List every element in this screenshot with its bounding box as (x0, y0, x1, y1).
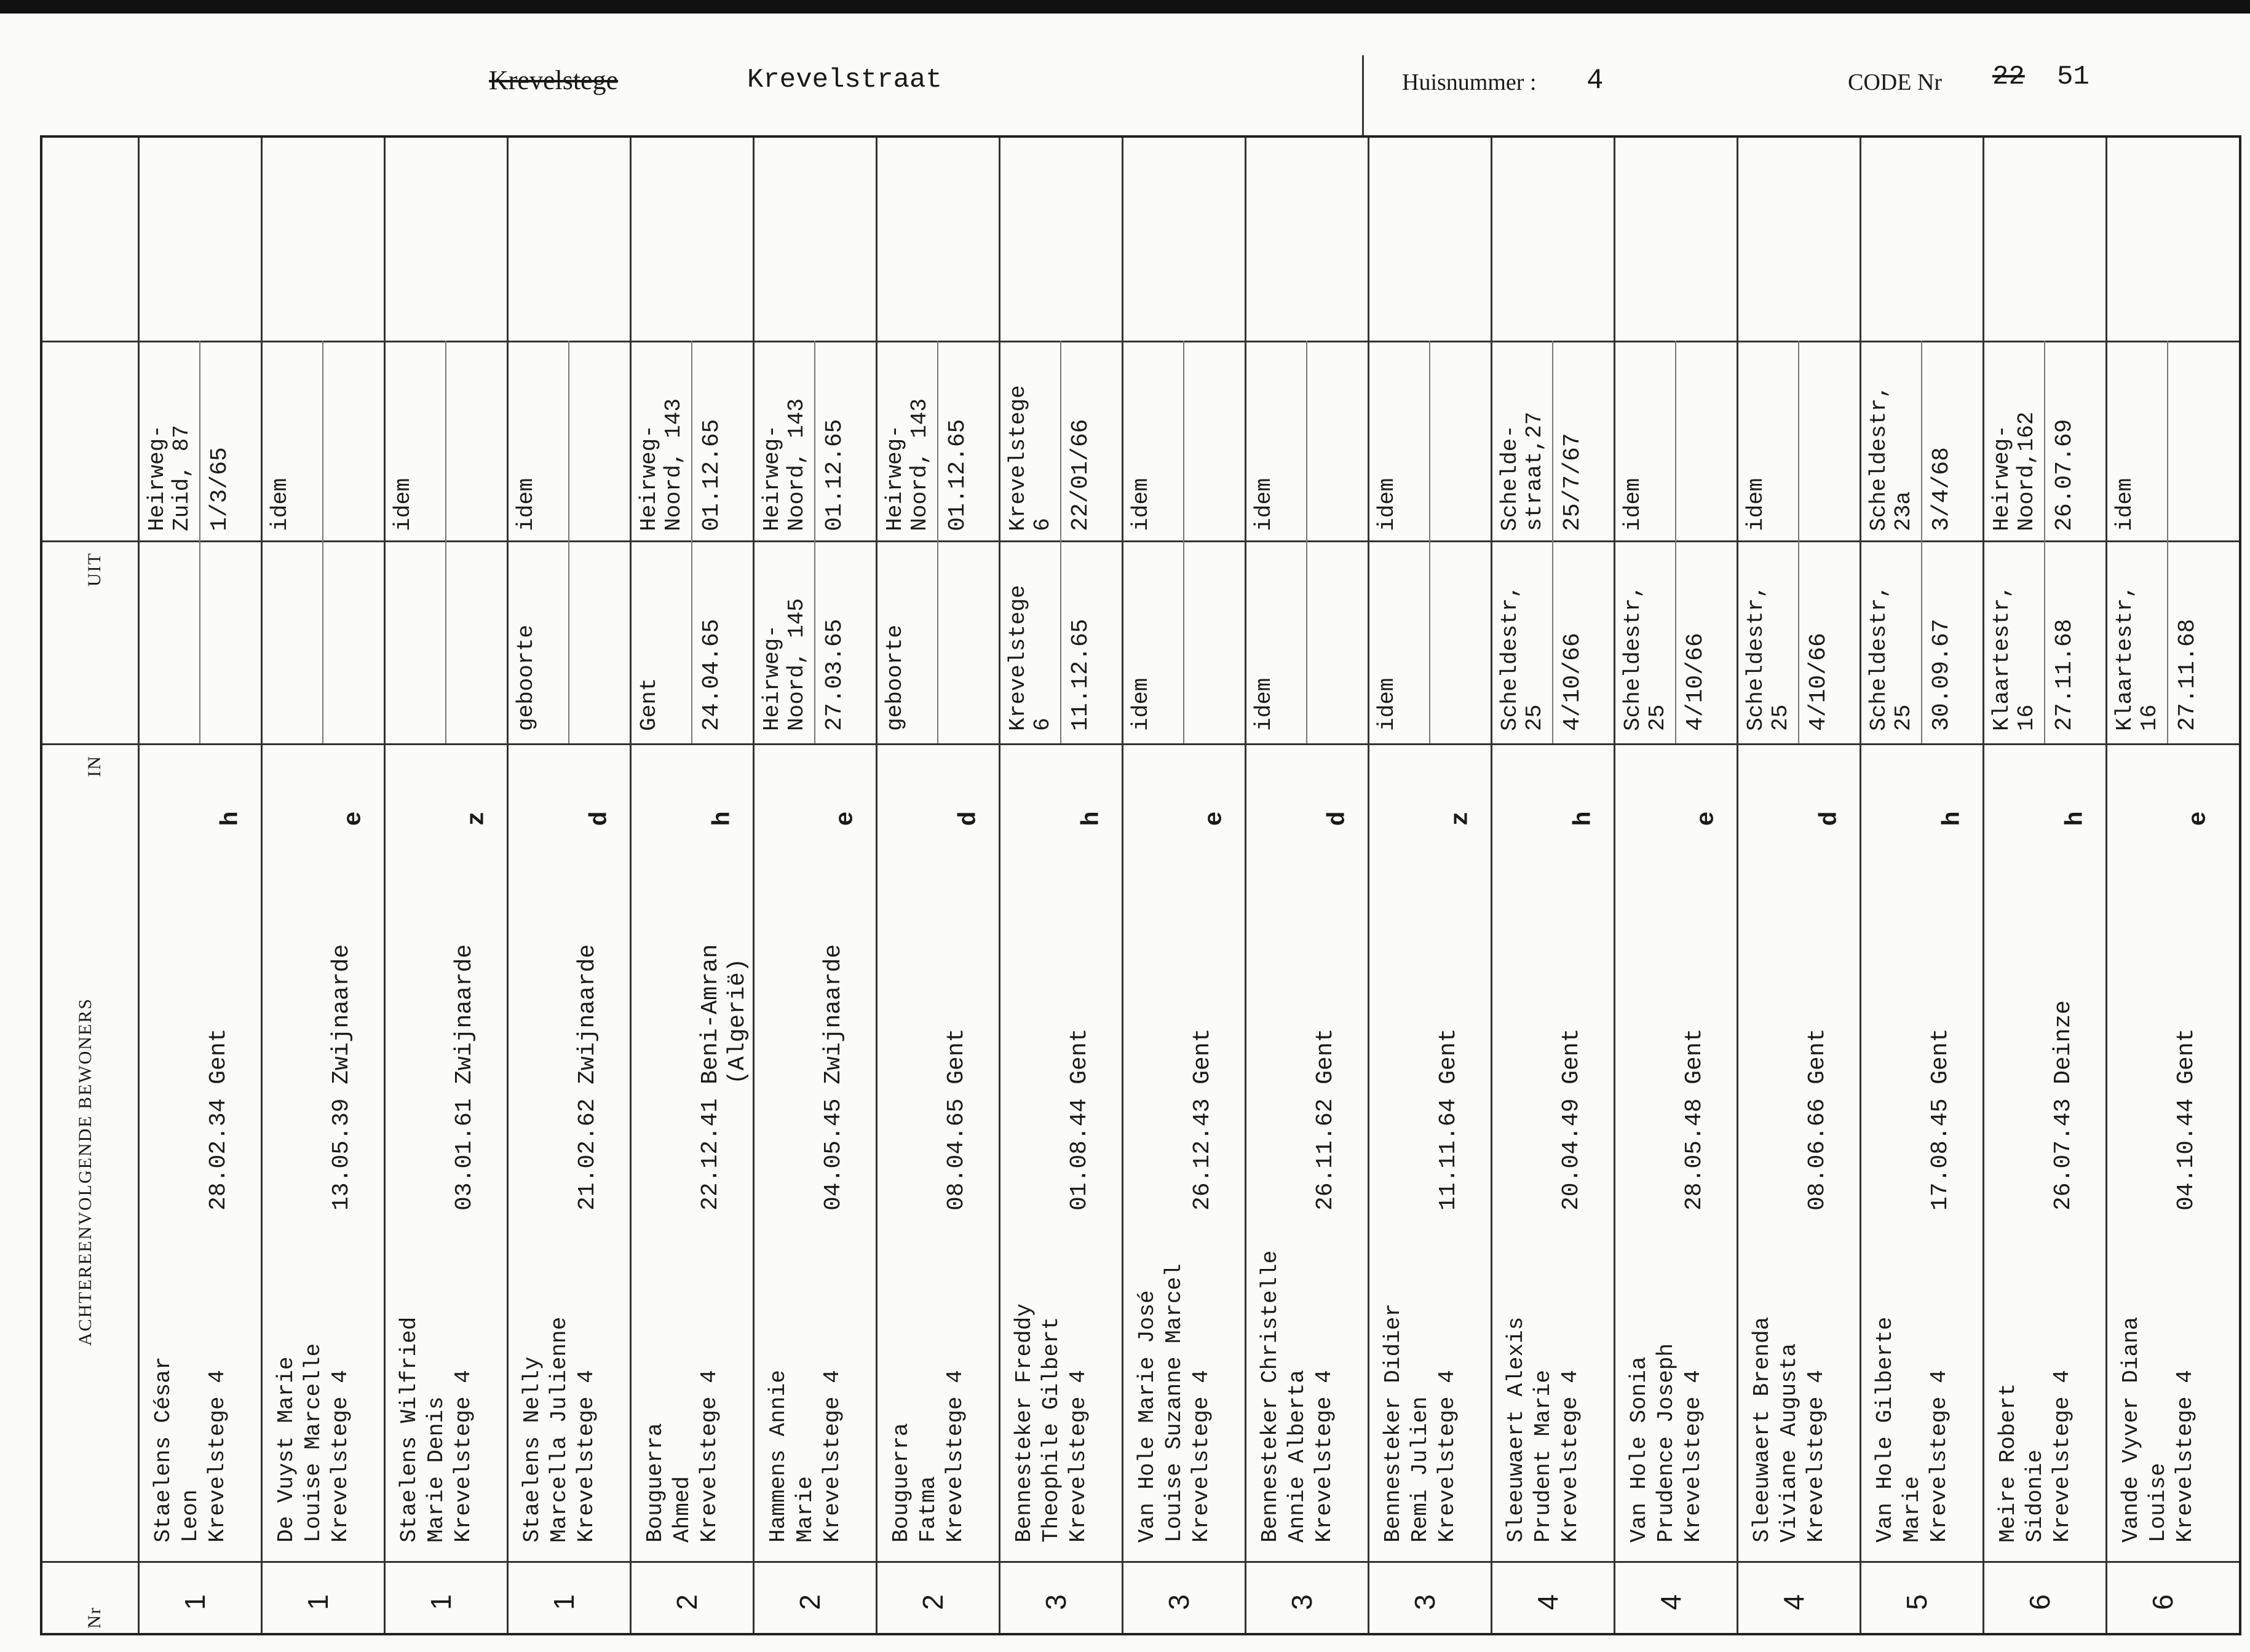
uit-date: 01.12.65 (699, 419, 725, 531)
in-place: Klaartestr, 16 (2112, 585, 2162, 731)
uit-place: Heirweg- Noord,162 (1989, 411, 2039, 531)
row-number: 2 (916, 1594, 949, 1610)
row-number: 6 (2023, 1594, 2056, 1610)
in-place: Scheldestr, 25 (1743, 585, 1793, 731)
scan-top-edge (0, 0, 2250, 14)
birth-info: 01.08.44 Gent (1066, 1028, 1093, 1211)
nr-band-top-line (42, 1561, 2239, 1563)
resident-name: Bennesteker Christelle Annie Alberta Krevelstege 4 (1258, 1250, 1337, 1543)
row-number: 4 (1777, 1594, 1810, 1610)
uit-place: Heirweg- Noord, 143 (882, 398, 932, 531)
row-divider (1860, 138, 1861, 1633)
birth-info: 28.02.34 Gent (205, 1028, 232, 1211)
row-divider (630, 138, 632, 1633)
row-number: 6 (2146, 1594, 2179, 1610)
uit-place: idem (1251, 478, 1277, 531)
cell-subdivider (1921, 341, 1922, 743)
street-name-new: Krevelstraat (747, 65, 942, 95)
row-divider (138, 138, 140, 1633)
resident-name: Van Hole Marie José Louise Suzanne Marcel Krevelstege 4 (1135, 1263, 1214, 1543)
resident-name: Vande Vyver Diana Louise Krevelstege 4 (2118, 1316, 2198, 1543)
uit-place: idem (390, 478, 416, 531)
resident-name: Bouguerra Ahmed Krevelstege 4 (643, 1370, 722, 1543)
row-divider (999, 138, 1000, 1633)
cell-subdivider (322, 341, 323, 743)
in-date: 4/10/66 (1682, 633, 1709, 731)
row-divider (2105, 138, 2107, 1633)
in-place: Heirweg- Noord, 145 (759, 598, 809, 731)
residents-table (40, 135, 2241, 1635)
birth-info: 26.07.43 Deinze (2050, 1000, 2077, 1211)
gender-mark: e (1201, 811, 1229, 826)
in-date: 27.11.68 (2174, 619, 2201, 731)
cell-subdivider (1429, 341, 1430, 743)
birth-info: 11.11.64 Gent (1435, 1028, 1462, 1211)
row-divider (1122, 138, 1123, 1633)
row-divider (384, 138, 386, 1633)
row-divider (1614, 138, 1615, 1633)
birth-info: 04.10.44 Gent (2173, 1028, 2200, 1211)
in-place: geboorte (513, 625, 539, 731)
resident-name: Hammens Annie Marie Krevelstege 4 (766, 1370, 845, 1543)
resident-name: Van Hole Sonia Prudence Joseph Krevelstege 4 (1626, 1343, 1706, 1543)
row-divider (1737, 138, 1738, 1633)
gender-mark: d (1816, 811, 1844, 826)
gender-mark: d (1324, 811, 1352, 826)
in-place: Scheldestr, 25 (1620, 585, 1670, 731)
huisnummer-label: Huisnummer : (1402, 69, 1537, 95)
cell-subdivider (937, 341, 938, 743)
cell-subdivider (1552, 341, 1553, 743)
in-date: 27.11.68 (2051, 619, 2078, 731)
uit-place: idem (2112, 478, 2137, 531)
row-number: 3 (1408, 1594, 1441, 1610)
uit-place: idem (267, 478, 293, 531)
code-old: 22 (1992, 61, 2025, 92)
row-divider (1368, 138, 1369, 1633)
cell-subdivider (691, 341, 692, 743)
row-number: 1 (424, 1594, 457, 1610)
in-place: idem (1128, 678, 1154, 731)
gender-mark: z (1447, 811, 1475, 826)
row-number: 3 (1162, 1594, 1195, 1610)
gender-mark: e (2185, 811, 2213, 826)
gender-mark: h (709, 811, 737, 826)
resident-name: Sleeuwaert Alexis Prudent Marie Krevelstege 4 (1503, 1316, 1583, 1543)
row-divider (1983, 138, 1984, 1633)
birth-info: 20.04.49 Gent (1558, 1028, 1585, 1211)
cell-subdivider (1060, 341, 1061, 743)
row-divider (507, 138, 509, 1633)
row-number: 1 (178, 1594, 211, 1610)
resident-name: Staelens Nelly Marcella Julienne Krevelstege 4 (520, 1316, 599, 1543)
row-divider (261, 138, 263, 1633)
cell-subdivider (2167, 341, 2168, 743)
code-new: 51 (2057, 61, 2090, 92)
uit-place: Heirweg- Zuid, 87 (145, 425, 194, 531)
resident-name: Bouguerra Fatma Krevelstege 4 (889, 1370, 968, 1543)
birth-info: 28.05.48 Gent (1681, 1028, 1708, 1211)
uit-place: idem (513, 478, 539, 531)
resident-name: Meire Robert Sidonie Krevelstege 4 (1995, 1370, 2075, 1543)
gender-mark: e (832, 811, 860, 826)
resident-name: Van Hole Gilberte Marie Krevelstege 4 (1872, 1316, 1952, 1543)
gender-mark: h (1939, 811, 1967, 826)
uit-place: idem (1374, 478, 1400, 531)
col-label-nr: Nr (84, 1607, 105, 1629)
cell-subdivider (814, 341, 815, 743)
row-divider (753, 138, 755, 1633)
cell-subdivider (1798, 341, 1799, 743)
uit-place: idem (1743, 478, 1769, 531)
gender-mark: h (217, 811, 245, 826)
row-number: 5 (1900, 1594, 1933, 1610)
row-number: 1 (547, 1594, 580, 1610)
birth-info: 04.05.45 Zwijnaarde (820, 944, 847, 1211)
in-place: Scheldestr, 25 (1866, 585, 1916, 731)
birth-info: 08.04.65 Gent (943, 1028, 970, 1211)
row-divider (1491, 138, 1492, 1633)
resident-name: Bennesteker Freddy Theophile Gilbert Krevelstege 4 (1012, 1303, 1091, 1543)
code-label: CODE Nr (1848, 69, 1943, 95)
row-number: 3 (1285, 1594, 1318, 1610)
resident-name: Staelens César Leon Krevelstege 4 (151, 1356, 230, 1543)
cell-subdivider (1306, 341, 1307, 743)
row-divider (1245, 138, 1246, 1633)
uit-place: Scheldestr, 23a (1866, 385, 1916, 531)
gender-mark: h (1078, 811, 1106, 826)
gender-mark: h (2062, 811, 2090, 826)
in-date: 24.04.65 (699, 619, 725, 731)
uit-date: 1/3/65 (207, 447, 233, 531)
gender-mark: d (586, 811, 614, 826)
resident-name: Staelens Wilfried Marie Denis Krevelstege 4 (397, 1316, 476, 1543)
uit-place: Heirweg- Noord, 143 (636, 398, 686, 531)
uit-date: 01.12.65 (945, 419, 971, 531)
row-number: 2 (793, 1594, 826, 1610)
header-divider (1362, 55, 1364, 135)
birth-info: 17.08.45 Gent (1927, 1028, 1954, 1211)
uit-place: Heirweg- Noord, 143 (759, 398, 809, 531)
uit-date: 25/7/67 (1559, 433, 1586, 531)
gender-mark: e (1693, 811, 1721, 826)
col-label-bewoners: ACHTEREENVOLGENDE BEWONERS (75, 997, 95, 1346)
resident-name: Sleeuwaert Brenda Viviane Augusta Krevelstege 4 (1749, 1316, 1829, 1543)
in-date: 4/10/66 (1805, 633, 1832, 731)
gender-mark: d (955, 811, 983, 826)
row-number: 3 (1039, 1594, 1072, 1610)
row-number: 4 (1531, 1594, 1564, 1610)
row-number: 4 (1654, 1594, 1687, 1610)
col-label-in: IN (84, 755, 105, 777)
gender-mark: h (1570, 811, 1598, 826)
uit-band-top-line (42, 341, 2239, 342)
cell-subdivider (568, 341, 569, 743)
resident-name: De Vuyst Marie Louise Marcelle Krevelstege 4 (274, 1343, 353, 1543)
row-number: 1 (301, 1594, 334, 1610)
in-date: 27.03.65 (822, 619, 848, 731)
birth-info: 26.11.62 Gent (1312, 1028, 1339, 1211)
birth-info: 13.05.39 Zwijnaarde (328, 944, 355, 1211)
uit-place: Krevelstege 6 (1005, 385, 1055, 531)
in-date: 30.09.67 (1928, 619, 1955, 731)
in-place: Gent (636, 678, 662, 731)
in-date: 11.12.65 (1068, 619, 1094, 731)
resident-name: Bennesteker Didier Remi Julien Krevelstege 4 (1381, 1303, 1460, 1543)
uit-place: Schelde- straat,27 (1497, 411, 1547, 531)
in-date: 4/10/66 (1559, 633, 1586, 731)
uit-date: 3/4/68 (1928, 447, 1955, 531)
cell-subdivider (1675, 341, 1676, 743)
in-place: Krevelstege 6 (1005, 585, 1055, 731)
cell-subdivider (199, 341, 200, 743)
row-number: 2 (670, 1594, 703, 1610)
birth-info: 26.12.43 Gent (1189, 1028, 1216, 1211)
names-band-top-line (42, 743, 2239, 745)
cell-subdivider (445, 341, 446, 743)
street-name-old: Krevelstege (489, 65, 619, 95)
gender-mark: e (340, 811, 368, 826)
uit-date: 22/01/66 (1068, 419, 1094, 531)
uit-place: idem (1620, 478, 1646, 531)
in-place: idem (1251, 678, 1277, 731)
in-place: Klaartestr, 16 (1989, 585, 2039, 731)
birth-info: 22.12.41 Beni-Amran (Algerië) (697, 944, 751, 1211)
cell-subdivider (2044, 341, 2045, 743)
uit-date: 26.07.69 (2051, 419, 2078, 531)
huisnummer-value: 4 (1586, 65, 1604, 97)
row-divider (876, 138, 877, 1633)
gender-mark: z (463, 811, 491, 826)
col-label-uit: UIT (84, 552, 105, 587)
in-place: Scheldestr, 25 (1497, 585, 1547, 731)
in-place: idem (1374, 678, 1400, 731)
in-place: geboorte (882, 625, 908, 731)
in-band-top-line (42, 540, 2239, 542)
birth-info: 03.01.61 Zwijnaarde (451, 944, 478, 1211)
birth-info: 21.02.62 Zwijnaarde (574, 944, 601, 1211)
uit-place: idem (1128, 478, 1154, 531)
uit-date: 01.12.65 (822, 419, 848, 531)
cell-subdivider (1183, 341, 1184, 743)
birth-info: 08.06.66 Gent (1804, 1028, 1831, 1211)
